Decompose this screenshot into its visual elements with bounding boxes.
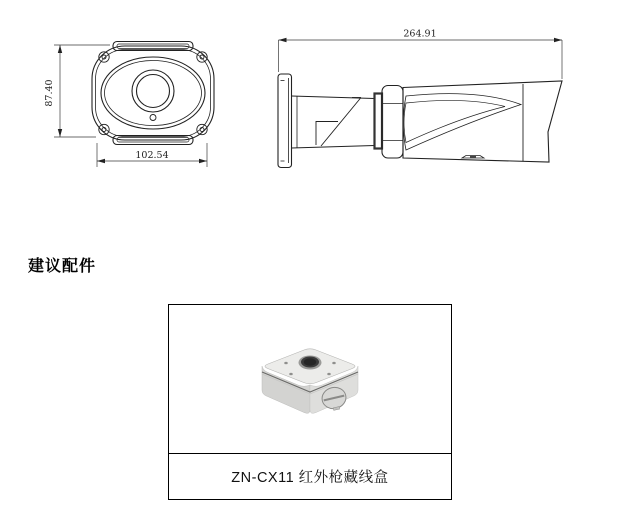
camera-front-view bbox=[92, 42, 214, 145]
camera-side-view bbox=[278, 74, 562, 168]
accessory-image-area bbox=[169, 305, 451, 453]
front-face-oval bbox=[101, 57, 205, 129]
junction-box-render bbox=[255, 345, 365, 425]
dim-arrow-down bbox=[58, 129, 62, 137]
front-height-dim-label: 87.40 bbox=[44, 79, 55, 107]
dim-arrow-right bbox=[199, 159, 207, 163]
dim-arrow-left bbox=[279, 38, 287, 42]
front-width-dim-label: 102.54 bbox=[135, 150, 169, 161]
front-screw-ears bbox=[99, 52, 207, 135]
dim-arrow-left bbox=[97, 159, 105, 163]
technical-drawings bbox=[0, 0, 622, 220]
side-length-dim-label: 264.91 bbox=[403, 28, 437, 40]
accessories-heading: 建议配件 bbox=[28, 258, 97, 275]
dim-arrow-right bbox=[554, 38, 562, 42]
front-inner-outline bbox=[96, 50, 211, 137]
side-collar-ring bbox=[375, 94, 383, 149]
side-bracket-arm bbox=[292, 96, 375, 148]
side-rear-cap bbox=[382, 86, 403, 159]
side-view-dimension bbox=[279, 29, 563, 80]
accessory-caption-row bbox=[169, 453, 451, 499]
front-led-indicator bbox=[150, 115, 156, 121]
side-camera-body bbox=[403, 81, 562, 162]
side-mount-plate bbox=[278, 74, 292, 168]
junction-box-hole bbox=[299, 356, 322, 370]
side-cable-zigzag bbox=[316, 98, 361, 147]
dim-arrow-up bbox=[58, 45, 62, 53]
accessory-card bbox=[168, 304, 452, 500]
front-lens bbox=[132, 70, 174, 112]
accessory-caption: ZN-CX11 红外枪藏线盒 bbox=[231, 470, 389, 486]
